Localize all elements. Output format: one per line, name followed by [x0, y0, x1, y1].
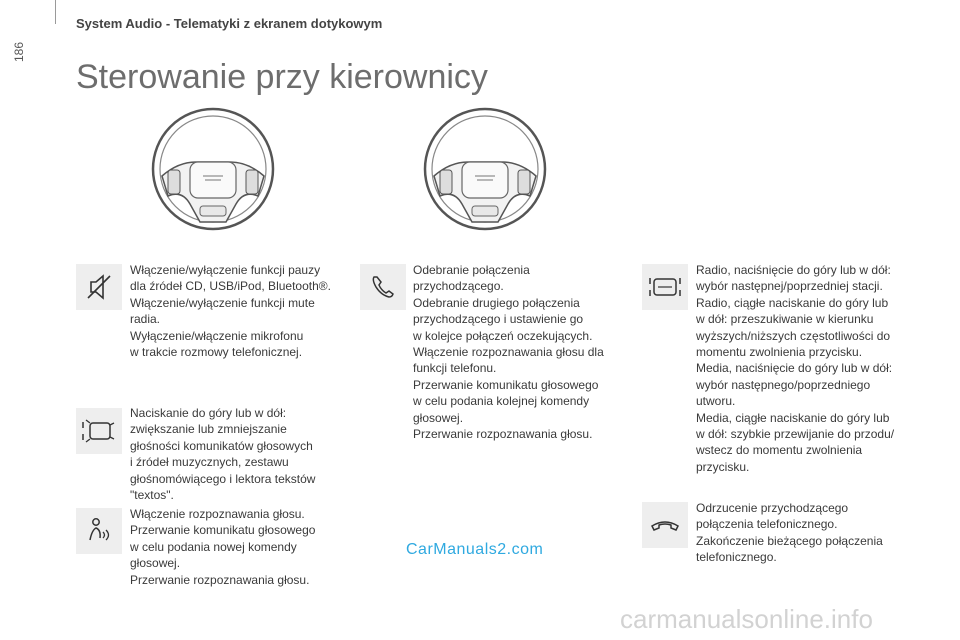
text-line: Zakończenie bieżącego połączenia — [696, 533, 883, 548]
text-line: Odebranie połączenia — [413, 263, 530, 277]
text-line: Włączenie/wyłączenie funkcji pauzy — [130, 263, 321, 277]
text-line: Przerwanie komunikatu głosowego — [130, 523, 316, 538]
text-line: Włączenie rozpoznawania głosu dla — [413, 345, 604, 360]
text-line: w kolejce połączeń oczekujących. — [413, 328, 593, 343]
text-line: głośnomówiącego i lektora tekstów — [130, 471, 316, 486]
block-mute-text — [130, 262, 331, 360]
text-line: dla źródeł CD, USB/iPod, Bluetooth®. — [130, 279, 331, 294]
text-line: Odrzucenie przychodzącego — [696, 501, 849, 515]
voice-command-icon — [76, 508, 122, 554]
text-line: połączenia telefonicznego. — [696, 517, 838, 532]
text-line: Naciskanie do góry lub w dół: — [130, 406, 287, 420]
text-line: głosowej. — [130, 556, 181, 571]
text-line: wyższych/niższych częstotliwości do — [696, 328, 891, 343]
text-line: funkcji telefonu. — [413, 361, 497, 376]
text-line: Odebranie drugiego połączenia — [413, 295, 580, 310]
text-line: utworu. — [696, 394, 736, 409]
page-title: Sterowanie przy kierownicy — [76, 58, 488, 96]
text-line: Przerwanie komunikatu głosowego — [413, 377, 599, 392]
text-line: i źródeł muzycznych, zestawu — [130, 455, 289, 470]
phone-hangup-icon — [642, 502, 688, 548]
text-line: Media, ciągłe naciskanie do góry lub — [696, 410, 890, 425]
text-line: wybór następnego/poprzedniego — [696, 377, 871, 392]
text-line: Media, naciśnięcie do góry lub w dół: — [696, 361, 893, 376]
text-line: radia. — [130, 312, 161, 327]
text-line: "textos". — [130, 488, 174, 503]
text-line: wstecz do momentu zwolnienia — [696, 443, 863, 458]
mute-speaker-icon — [76, 264, 122, 310]
block-scroll-text — [696, 262, 894, 475]
text-line: przychodzącego. — [413, 279, 504, 294]
text-line: w celu podania nowej komendy — [130, 539, 297, 554]
text-line: Wyłączenie/włączenie mikrofonu — [130, 328, 304, 343]
side-rule — [55, 0, 56, 24]
block-phone-hangup-text — [696, 500, 883, 566]
block-voice-text — [130, 506, 315, 588]
text-line: przycisku. — [696, 459, 750, 474]
text-line: zwiększanie lub zmniejszanie — [130, 422, 287, 437]
text-line: w dół: przeszukiwanie w kierunku — [696, 312, 874, 327]
steering-wheel-illustration-right — [420, 104, 550, 234]
block-volume-text — [130, 405, 315, 503]
page-number: 186 — [12, 41, 26, 62]
text-line: w celu podania kolejnej komendy — [413, 394, 590, 409]
text-line: Włączenie rozpoznawania głosu. — [130, 507, 305, 521]
text-line: Radio, ciągłe naciskanie do góry lub — [696, 295, 889, 310]
text-line: w dół: szybkie przewijanie do przodu/ — [696, 427, 895, 442]
text-line: Włączenie/wyłączenie funkcji mute — [130, 295, 315, 310]
block-phone-answer-text — [413, 262, 604, 442]
scroll-roller-icon — [642, 264, 688, 310]
text-line: momentu zwolnienia przycisku. — [696, 345, 863, 360]
text-line: Przerwanie rozpoznawania głosu. — [130, 572, 310, 587]
text-line: telefonicznego. — [696, 550, 777, 565]
text-line: w trakcie rozmowy telefonicznej. — [130, 345, 303, 360]
text-line: wybór następnej/poprzedniej stacji. — [696, 279, 883, 294]
text-line: Radio, naciśnięcie do góry lub w dół: — [696, 263, 891, 277]
steering-wheel-illustration-left — [148, 104, 278, 234]
text-line: głośności komunikatów głosowych — [130, 438, 313, 453]
section-header: System Audio - Telematyki z ekranem dotykowym — [76, 16, 383, 31]
watermark-carmanuals2[interactable]: CarManuals2.com — [406, 541, 544, 558]
phone-answer-icon — [360, 264, 406, 310]
text-line: głosowej. — [413, 410, 464, 425]
text-line: przychodzącego i ustawienie go — [413, 312, 584, 327]
watermark-carmanualsonline[interactable]: carmanualsonline.info — [620, 604, 873, 634]
volume-roller-icon — [76, 408, 122, 454]
text-line: Przerwanie rozpoznawania głosu. — [413, 427, 593, 442]
